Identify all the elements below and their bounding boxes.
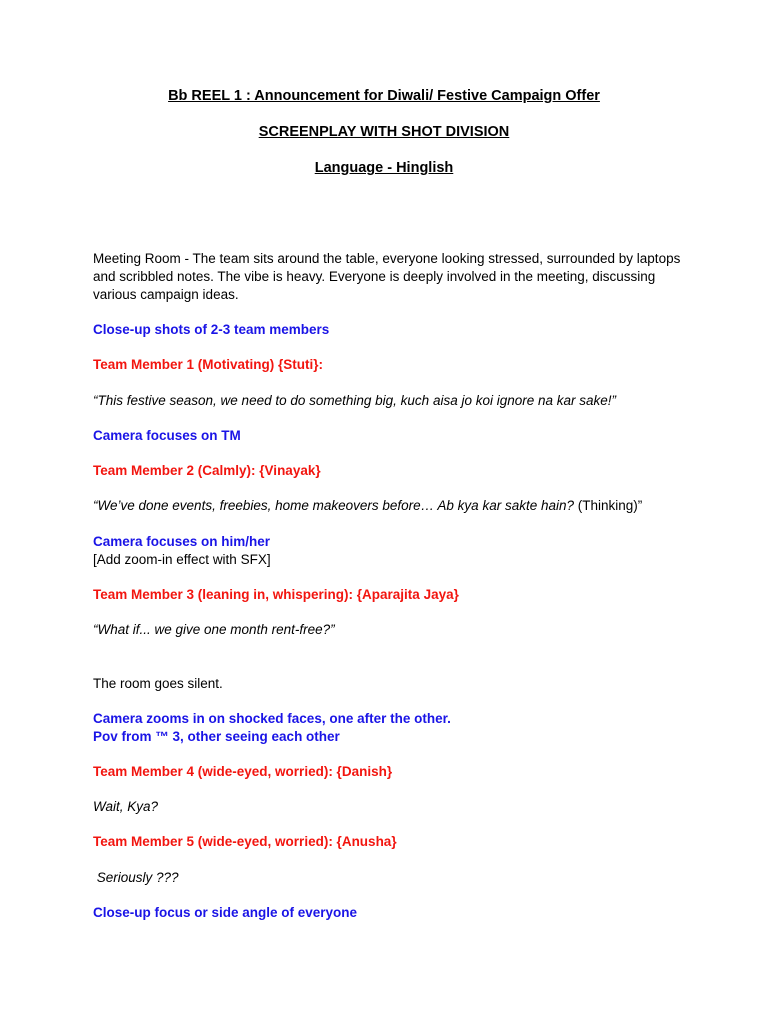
shot-direction: Pov from ™ 3, other seeing each other [93,729,340,744]
character-cue: Team Member 1 (Motivating) {Stuti}: [93,357,324,372]
dialogue-line [93,497,693,515]
dialogue-line: Seriously ??? [93,870,179,885]
scene-description: Meeting Room - The team sits around the table, everyone looking stressed, surrounded by laptops and scribbled notes. The vibe is heavy. Everyone is deeply involved in the meeting, discussing various campaign ideas. [93,251,681,302]
character-cue: Team Member 2 (Calmly): {Vinayak} [93,463,321,478]
character-cue: Team Member 3 (leaning in, whispering): {Aparajita Jaya} [93,587,459,602]
character-cue: Team Member 5 (wide-eyed, worried): {Anusha} [93,834,397,849]
action-line: The room goes silent. [93,676,223,691]
shot-direction: Camera zooms in on shocked faces, one after the other. [93,711,451,726]
shot-direction: Close-up focus or side angle of everyone [93,905,358,920]
shot-direction: Close-up shots of 2-3 team members [93,322,330,337]
dialogue-line: “This festive season, we need to do something big, kuch aisa jo koi ignore na kar sake!” [93,393,617,408]
effect-note: [Add zoom-in effect with SFX] [93,552,271,567]
document-subtitle: SCREENPLAY WITH SHOT DIVISION [258,124,510,140]
character-cue: Team Member 4 (wide-eyed, worried): {Danish} [93,764,393,779]
shot-direction: Camera focuses on him/her [93,534,271,549]
document-title: Bb REEL 1 : Announcement for Diwali/ Festive Campaign Offer [168,88,600,104]
dialogue-plain-part: (Thinking)” [574,498,643,513]
dialogue-italic-part: “We’ve done events, freebies, home makeovers before… Ab kya kar sakte hain? [93,498,574,513]
shot-direction: Camera focuses on TM [93,428,241,443]
language-label: Language - Hinglish [314,160,454,176]
dialogue-line: Wait, Kya? [93,799,159,814]
dialogue-line: “What if... we give one month rent-free?” [93,622,335,637]
